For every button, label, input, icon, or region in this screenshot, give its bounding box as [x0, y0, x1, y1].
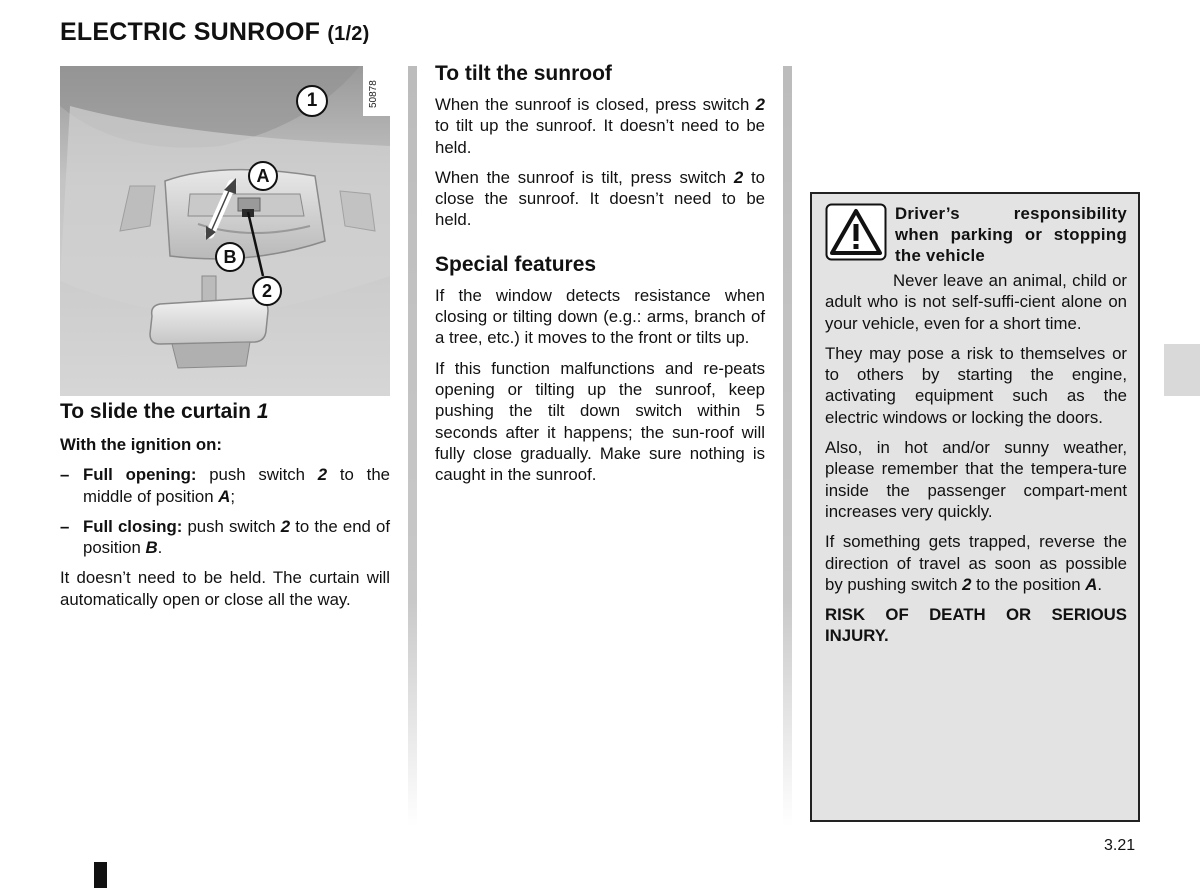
- text-part: to tilt up the sunroof. It doesn’t need to be held.: [435, 116, 765, 157]
- switch-ref: 2: [755, 95, 765, 114]
- page-title: [60, 18, 369, 47]
- text-part: When the sunroof is tilt, press switch: [435, 167, 734, 187]
- special-paragraph-2: If this function malfunctions and re-peats opening or tilting up the sunroof, keep pushing the tilt down switch within 5 seconds after it happens; the sun-roof will fully close gradually. Make sure nothing is caught in the sunroof.: [435, 358, 765, 485]
- text-part: to close the sunroof. It doesn’t need to be held.: [435, 167, 765, 230]
- bullet-dash: –: [60, 516, 70, 536]
- callout-a: A: [248, 161, 278, 191]
- slide-curtain-heading-text: To slide the curtain: [60, 400, 251, 423]
- slide-curtain-heading-ref: 1: [256, 400, 269, 423]
- warning-paragraph-3: Also, in hot and/or sunny weather, please remember that the tempera-ture inside the passenger compart-ment increases very quickly.: [825, 438, 1127, 521]
- position-ref: A: [1085, 574, 1098, 594]
- warning-paragraph-2: They may pose a risk to themselves or to others by starting the engine, activating equipment such as the electric windows or locking the doors.: [825, 343, 1127, 427]
- chapter-tab: [1164, 344, 1200, 396]
- page-title-text: ELECTRIC SUNROOF: [60, 18, 321, 46]
- switch-ref: 2: [317, 465, 328, 485]
- text-part: .: [1097, 574, 1103, 594]
- callout-1: 1: [296, 85, 328, 117]
- sunroof-control-illustration: [60, 66, 390, 396]
- switch-ref: 2: [733, 167, 744, 187]
- tilt-section: [435, 62, 765, 494]
- tilt-paragraph-2: [435, 167, 765, 231]
- page-title-suffix: (1/2): [327, 23, 370, 45]
- position-ref: B: [145, 538, 158, 558]
- column-divider-left: [408, 66, 417, 826]
- figure-ref-number: 50878: [368, 80, 379, 108]
- list-item: [60, 516, 390, 559]
- text-part: If something gets trapped, reverse the direction of travel as soon as possible by pushing switch: [825, 532, 1127, 594]
- warning-box: [810, 192, 1140, 822]
- special-features-heading: Special features: [435, 252, 597, 276]
- switch-ref: 2: [280, 516, 291, 536]
- bullet-text-part: to the middle of position: [83, 465, 390, 506]
- sunroof-illustration: [60, 66, 390, 396]
- slide-curtain-section: [60, 400, 390, 619]
- bullet-text: [83, 464, 390, 507]
- warning-paragraph-4: [825, 531, 1127, 595]
- warning-triangle-icon: [825, 203, 887, 266]
- list-item: [60, 464, 390, 507]
- callout-b: B: [215, 242, 245, 272]
- bullet-text-part: push switch: [196, 465, 318, 485]
- special-paragraph-1: If the window detects resistance when closing or tilting down (e.g.: arms, branch of a tree, etc.) it moves to the front or tilts up.: [435, 285, 765, 348]
- bullet-text-part: to the end of position: [83, 516, 390, 558]
- crop-mark: [94, 862, 107, 888]
- bullet-text-part: push switch: [182, 516, 281, 536]
- warning-title: Driver’s responsibility when parking or stopping the vehicle: [895, 204, 1127, 265]
- curtain-closing-paragraph: It doesn’t need to be held. The curtain will automatically open or close all the way.: [60, 568, 390, 609]
- column-divider-right: [783, 66, 792, 826]
- bullet-lead: Full closing:: [83, 516, 183, 536]
- warning-header: [825, 203, 1127, 266]
- tilt-paragraph-1: [435, 94, 765, 158]
- tilt-heading: To tilt the sunroof: [435, 62, 612, 85]
- warning-risk-statement: RISK OF DEATH OR SERIOUS INJURY.: [825, 605, 1127, 646]
- page-number: 3.21: [1104, 837, 1136, 854]
- ignition-intro: With the ignition on:: [60, 435, 223, 454]
- warning-paragraph-1: Never leave an animal, child or adult who is not self-suffi-cient alone on your vehicle, even for a short time.: [825, 271, 1127, 333]
- bullet-dash: –: [60, 465, 70, 485]
- switch-ref: 2: [962, 574, 972, 594]
- position-ref: A: [218, 486, 231, 506]
- warning-content: [825, 203, 1127, 656]
- bullet-lead: Full opening:: [83, 465, 197, 485]
- bullet-text-part: ;: [230, 486, 236, 506]
- text-part: When the sunroof is closed, press switch: [435, 95, 756, 114]
- callout-2: 2: [252, 276, 282, 306]
- text-part: to the position: [971, 574, 1086, 594]
- slide-curtain-heading: [60, 400, 390, 424]
- bullet-text: [83, 516, 390, 559]
- bullet-text-part: .: [157, 538, 163, 558]
